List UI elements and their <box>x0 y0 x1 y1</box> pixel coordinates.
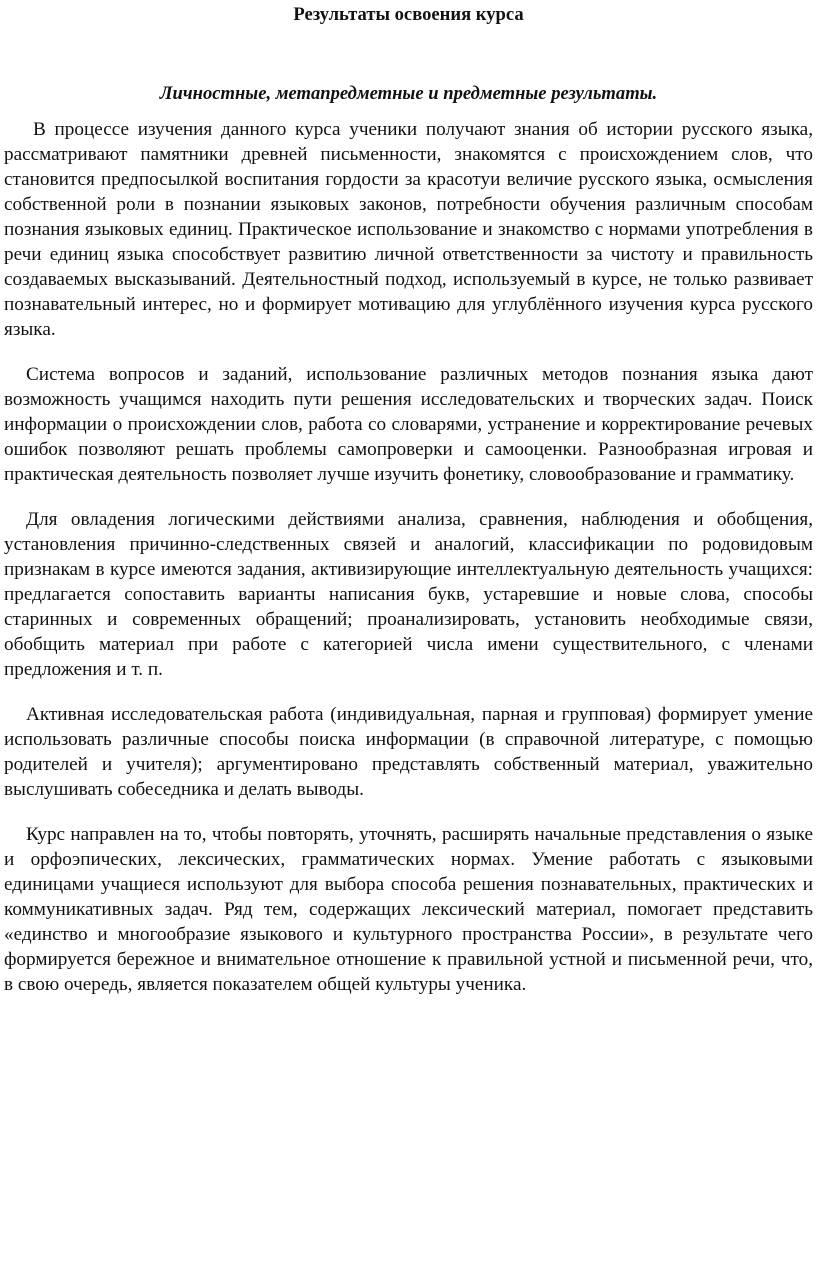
section-subtitle: Личностные, метапредметные и предметные результаты. <box>159 83 658 104</box>
paragraph-course-direction: Курс направлен на то, чтобы повторять, уточнять, расширять начальные представления о языке и орфоэпических, лексических, грамматических нормах. Умение работать с языковыми единицами учащиеся используют для выбора способа решения познавательных, практических и коммуникативных задач. Ряд тем, содержащих лексический материал, помогает представить «единство и многообразие языкового и культурного пространства России», в результате чего формируется бережное и внимательное отношение к правильной устной и письменной речи, что, в свою очередь, является показателем общей культуры ученика. <box>4 824 813 995</box>
document-title: Результаты освоения курса <box>293 4 524 25</box>
paragraph-logical-actions: Для овладения логическими действиями анализа, сравнения, наблюдения и обобщения, установления причинно-следственных связей и аналогий, классификации по родовидовым признакам в курсе имеются задания, активизирующие интеллектуальную деятельность учащихся: предлагается сопоставить варианты написания букв, устаревшие и новые слова, способы старинных и современных обращений; проанализировать, установить необходимые связи, обобщить материал при работе с категорией числа имени существительного, с членами предложения и т. п. <box>4 509 813 680</box>
paragraph-questions-tasks: Система вопросов и заданий, использование различных методов познания языка дают возможность учащимся находить пути решения исследовательских и творческих задач. Поиск информации о происхождении слов, работа со словарями, устранение и корректирование речевых ошибок позволяют решать проблемы самопроверки и самооценки. Разнообразная игровая и практическая деятельность позволяет лучше изучить фонетику, словообразование и грамматику. <box>4 364 813 485</box>
paragraph-research-work: Активная исследовательская работа (индивидуальная, парная и групповая) формирует умение использовать различные способы поиска информации (в справочной литературе, с помощью родителей и учителя); аргументировано представлять собственный материал, уважительно выслушивать собеседника и делать выводы. <box>4 704 813 800</box>
document-body <box>4 117 813 997</box>
paragraph-course-study: В процессе изучения данного курса ученики получают знания об истории русского языка, рассматривают памятники древней письменности, знакомятся с происхождением слов, что становится предпосылкой воспитания гордости за красотуи величие русского языка, осмысления собственной роли в познании языковых законов, потребности обучения различным способам познания языковых единиц. Практическое использование и знакомство с нормами употребления в речи единиц языка способствует развитию личной ответственности за чистоту и правильность создаваемых высказываний. Деятельностный подход, используемый в курсе, не только развивает познавательный интерес, но и формирует мотивацию для углублённого изучения курса русского языка. <box>4 119 813 340</box>
